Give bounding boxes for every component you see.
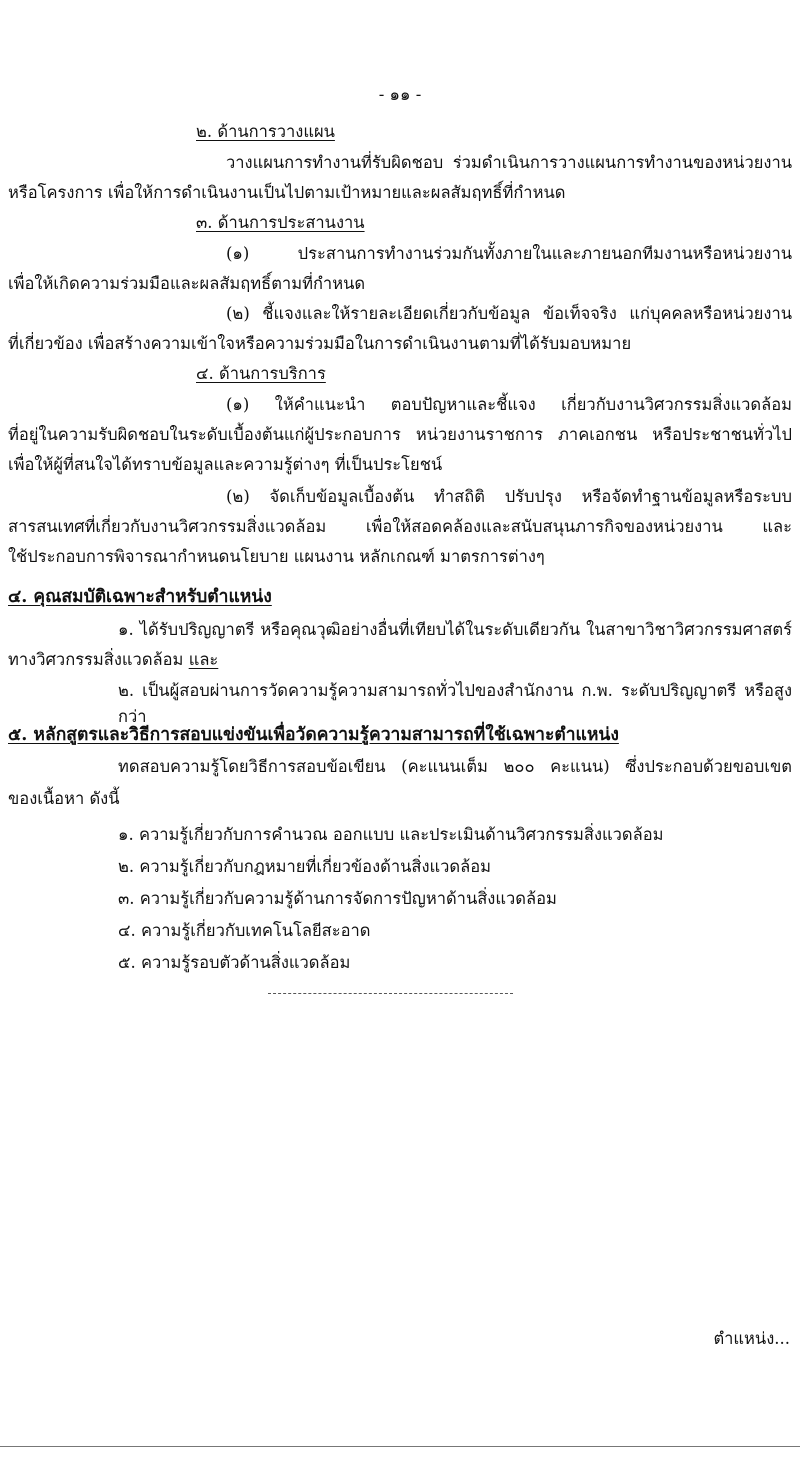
sec4-item1-line1: (๑) ให้คำแนะนำ ตอบปัญหาและชี้แจง เกี่ยวกับงานวิศวกรรมสิ่งแวดล้อม bbox=[226, 395, 792, 414]
sec3-item1-line2: เพื่อให้เกิดความร่วมมือและผลสัมฤทธิ์ตามที่กำหนด bbox=[8, 274, 366, 293]
sec4-item2-line1: (๒) จัดเก็บข้อมูลเบื้องต้น ทำสถิติ ปรับปรุง หรือจัดทำฐานข้อมูลหรือระบบ bbox=[226, 487, 792, 506]
sec4-item1-line2: ที่อยู่ในความรับผิดชอบในระดับเบื้องต้นแก่ผู้ประกอบการ หน่วยงานราชการ ภาคเอกชน หรือประชาชนทั่วไป bbox=[8, 425, 792, 444]
sec4-item2-line2: สารสนเทศที่เกี่ยวกับงานวิศวกรรมสิ่งแวดล้อม เพื่อให้สอดคล้องและสนับสนุนภารกิจของหน่วยงาน และ bbox=[8, 517, 792, 536]
sec4-item1-line3: เพื่อให้ผู้ที่สนใจได้ทราบข้อมูลและความรู้ต่างๆ ที่เป็นประโยชน์ bbox=[8, 455, 443, 474]
sec3-heading: ๓. ด้านการประสานงาน bbox=[196, 213, 365, 232]
qualification-item-1-line2 bbox=[8, 647, 218, 673]
sec2-line2: หรือโครงการ เพื่อให้การดำเนินงานเป็นไปตามเป้าหมายและผลสัมฤทธิ์ที่กำหนด bbox=[8, 183, 566, 202]
curriculum-item: ๓. ความรู้เกี่ยวกับความรู้ด้านการจัดการปัญหาด้านสิ่งแวดล้อม bbox=[118, 889, 557, 908]
qualifications-heading: ๔. คุณสมบัติเฉพาะสำหรับตำแหน่ง bbox=[8, 587, 272, 607]
sec2-line1: วางแผนการทำงานที่รับผิดชอบ ร่วมดำเนินการวางแผนการทำงานของหน่วยงาน bbox=[226, 153, 792, 172]
sec4-item2-line3: ใช้ประกอบการพิจารณากำหนดนโยบาย แผนงาน หลักเกณฑ์ มาตรการต่างๆ bbox=[8, 547, 545, 566]
curriculum-intro-line1: ทดสอบความรู้โดยวิธีการสอบข้อเขียน (คะแนนเต็ม ๒๐๐ คะแนน) ซึ่งประกอบด้วยขอบเขต bbox=[118, 757, 792, 776]
qualification-item-2: ๒. เป็นผู้สอบผ่านการวัดความรู้ความสามารถทั่วไปของสำนักงาน ก.พ. ระดับปริญญาตรี หรือสูงกว่า bbox=[118, 681, 792, 726]
sec3-item2-line1: (๒) ชี้แจงและให้รายละเอียดเกี่ยวกับข้อมูล ข้อเท็จจริง แก่บุคคลหรือหน่วยงาน bbox=[226, 304, 792, 323]
sec3-item2-line2: ที่เกี่ยวข้อง เพื่อสร้างความเข้าใจหรือความร่วมมือในการดำเนินงานตามที่ได้รับมอบหมาย bbox=[8, 334, 632, 353]
curriculum-heading: ๕. หลักสูตรและวิธีการสอบแข่งขันเพื่อวัดความรู้ความสามารถที่ใช้เฉพาะตำแหน่ง bbox=[8, 725, 619, 745]
sec4-heading: ๔. ด้านการบริการ bbox=[196, 364, 326, 383]
page-number: - ๑๑ - bbox=[378, 85, 422, 104]
dashed-separator bbox=[268, 993, 513, 994]
curriculum-item: ๕. ความรู้รอบตัวด้านสิ่งแวดล้อม bbox=[118, 953, 351, 972]
qualification-item-1-line1: ๑. ได้รับปริญญาตรี หรือคุณวุฒิอย่างอื่นที่เทียบได้ในระดับเดียวกัน ในสาขาวิชาวิศวกรรมศาสตร์ bbox=[118, 620, 792, 639]
curriculum-item: ๑. ความรู้เกี่ยวกับการคำนวณ ออกแบบ และประเมินด้านวิศวกรรมสิ่งแวดล้อม bbox=[118, 825, 664, 844]
curriculum-intro-line2: ของเนื้อหา ดังนี้ bbox=[8, 789, 120, 808]
bottom-rule bbox=[0, 1446, 800, 1447]
qualification-field: ทางวิศวกรรมสิ่งแวดล้อม bbox=[8, 650, 189, 669]
sec3-item1-line1: (๑) ประสานการทำงานร่วมกันทั้งภายในและภายนอกทีมงานหรือหน่วยงาน bbox=[226, 244, 792, 263]
continuation-note: ตำแหน่ง... bbox=[713, 1329, 790, 1348]
curriculum-item: ๔. ความรู้เกี่ยวกับเทคโนโลยีสะอาด bbox=[118, 921, 371, 940]
qualification-and: และ bbox=[188, 650, 219, 669]
sec2-heading: ๒. ด้านการวางแผน bbox=[196, 122, 335, 141]
curriculum-item: ๒. ความรู้เกี่ยวกับกฎหมายที่เกี่ยวข้องด้านสิ่งแวดล้อม bbox=[118, 857, 492, 876]
